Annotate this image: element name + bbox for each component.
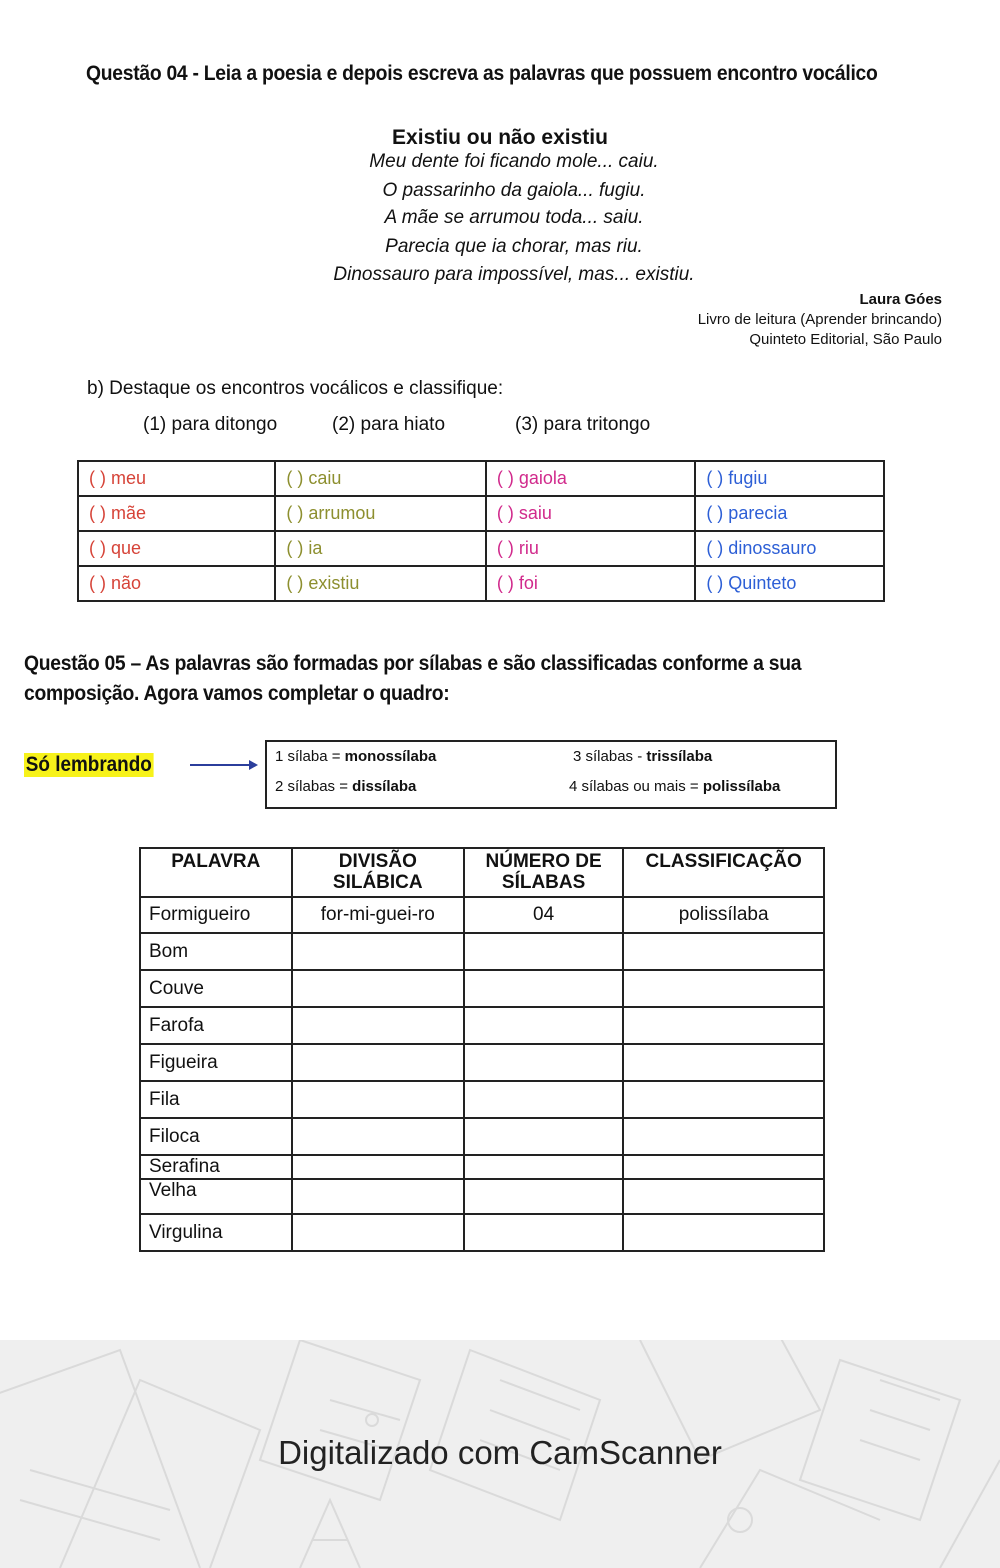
poem-line: Parecia que ia chorar, mas riu. — [385, 236, 643, 257]
poem-title: Existiu ou não existiu — [392, 126, 608, 149]
reminder-polissilaba: 4 sílabas ou mais = polissílaba — [569, 778, 781, 795]
table-row — [140, 1179, 824, 1214]
reminder-monossilaba: 1 sílaba = monossílaba — [275, 748, 437, 765]
syllable-count-cell[interactable] — [464, 1179, 623, 1214]
syllable-count-cell[interactable] — [464, 1118, 623, 1155]
syllable-division-cell[interactable] — [292, 970, 464, 1007]
word-cell: Bom — [140, 933, 292, 970]
table-row — [78, 531, 884, 566]
classification-cell[interactable] — [623, 1044, 824, 1081]
word-checkbox-cell[interactable]: ( ) ia — [275, 531, 485, 566]
poem-line: Dinossauro para impossível, mas... existiu. — [333, 264, 695, 285]
word-checkbox-cell[interactable]: ( ) que — [78, 531, 275, 566]
legend-hiato: (2) para hiato — [332, 414, 446, 435]
syllable-division-cell[interactable] — [292, 1007, 464, 1044]
word-cell: Velha — [140, 1179, 292, 1214]
classification-cell[interactable] — [623, 1155, 824, 1179]
word-checkbox-cell[interactable]: ( ) foi — [486, 566, 695, 601]
legend-ditongo: (1) para ditongo — [143, 414, 278, 435]
question-5-title-line1: Questão 05 – As palavras são formadas por sílabas e são classificadas conforme a sua — [24, 652, 802, 675]
remember-label: Só lembrando — [25, 753, 152, 776]
syllable-count-cell[interactable]: 04 — [464, 897, 623, 933]
syllable-count-cell[interactable] — [464, 1214, 623, 1251]
reminder-dissilaba: 2 sílabas = dissílaba — [275, 778, 417, 795]
word-checkbox-cell[interactable]: ( ) meu — [78, 461, 275, 496]
table-row — [140, 1155, 824, 1179]
table-row — [140, 897, 824, 933]
word-checkbox-cell[interactable]: ( ) gaiola — [486, 461, 695, 496]
poem-line: A mãe se arrumou toda... saiu. — [384, 207, 644, 228]
word-checkbox-cell[interactable]: ( ) parecia — [695, 496, 884, 531]
syllable-reminder-box — [265, 740, 837, 809]
poem-publisher: Quinteto Editorial, São Paulo — [749, 331, 942, 348]
reminder-trissilaba: 3 sílabas - trissílaba — [573, 748, 713, 765]
syllable-division-cell[interactable] — [292, 1179, 464, 1214]
classification-cell[interactable] — [623, 1179, 824, 1214]
syllable-division-cell[interactable] — [292, 1214, 464, 1251]
header-numero-silabas: NÚMERO DE SÍLABAS — [464, 848, 623, 897]
question-4-title: Questão 04 - Leia a poesia e depois escreva as palavras que possuem encontro vocálico — [86, 62, 878, 85]
table-row — [78, 496, 884, 531]
syllable-division-cell[interactable] — [292, 1118, 464, 1155]
word-checkbox-cell[interactable]: ( ) fugiu — [695, 461, 884, 496]
item-b-instruction: b) Destaque os encontros vocálicos e classifique: — [87, 378, 504, 399]
word-checkbox-cell[interactable]: ( ) mãe — [78, 496, 275, 531]
word-cell: Couve — [140, 970, 292, 1007]
syllable-division-cell[interactable] — [292, 1155, 464, 1179]
syllable-count-cell[interactable] — [464, 1155, 623, 1179]
table-row — [140, 1081, 824, 1118]
syllable-count-cell[interactable] — [464, 1081, 623, 1118]
poem-line: O passarinho da gaiola... fugiu. — [382, 180, 646, 201]
word-checkbox-cell[interactable]: ( ) arrumou — [275, 496, 485, 531]
table-header-row — [140, 848, 824, 897]
table-row — [78, 566, 884, 601]
word-checkbox-cell[interactable]: ( ) dinossauro — [695, 531, 884, 566]
syllable-division-cell[interactable]: for-mi-guei-ro — [292, 897, 464, 933]
poem-line: Meu dente foi ficando mole... caiu. — [369, 151, 659, 172]
syllable-division-cell[interactable] — [292, 1081, 464, 1118]
poem-author: Laura Góes — [859, 291, 942, 308]
syllable-count-cell[interactable] — [464, 933, 623, 970]
arrow-head-icon — [249, 760, 258, 770]
syllable-division-cell[interactable] — [292, 933, 464, 970]
word-checkbox-cell[interactable]: ( ) não — [78, 566, 275, 601]
word-cell: Serafina — [140, 1155, 292, 1179]
word-cell: Virgulina — [140, 1214, 292, 1251]
header-palavra: PALAVRA — [140, 848, 292, 897]
legend-tritongo: (3) para tritongo — [515, 414, 651, 435]
syllable-division-cell[interactable] — [292, 1044, 464, 1081]
arrow-right-icon — [190, 764, 250, 766]
word-cell: Fila — [140, 1081, 292, 1118]
syllable-count-cell[interactable] — [464, 970, 623, 1007]
footer-caption: Digitalizado com CamScanner — [278, 1434, 722, 1471]
classification-cell[interactable] — [623, 1007, 824, 1044]
header-classificacao: CLASSIFICAÇÃO — [623, 848, 824, 897]
table-row — [140, 1044, 824, 1081]
word-cell: Formigueiro — [140, 897, 292, 933]
classification-cell[interactable] — [623, 1214, 824, 1251]
word-checkbox-cell[interactable]: ( ) Quinteto — [695, 566, 884, 601]
classification-cell[interactable]: polissílaba — [623, 897, 824, 933]
word-cell: Filoca — [140, 1118, 292, 1155]
word-checkbox-cell[interactable]: ( ) saiu — [486, 496, 695, 531]
syllable-count-cell[interactable] — [464, 1044, 623, 1081]
word-checkbox-cell[interactable]: ( ) riu — [486, 531, 695, 566]
classification-cell[interactable] — [623, 1081, 824, 1118]
word-cell: Figueira — [140, 1044, 292, 1081]
classification-cell[interactable] — [623, 970, 824, 1007]
classification-cell[interactable] — [623, 933, 824, 970]
table-row — [140, 1214, 824, 1251]
word-cell: Farofa — [140, 1007, 292, 1044]
table-row — [140, 933, 824, 970]
syllable-count-cell[interactable] — [464, 1007, 623, 1044]
syllable-table — [139, 847, 825, 1252]
question-5-title-line2: composição. Agora vamos completar o quadro: — [24, 682, 450, 705]
poem-book: Livro de leitura (Aprender brincando) — [697, 311, 942, 328]
table-row — [78, 461, 884, 496]
header-divisao-silabica: DIVISÃO SILÁBICA — [292, 848, 464, 897]
classification-cell[interactable] — [623, 1118, 824, 1155]
table-row — [140, 1118, 824, 1155]
table-row — [140, 1007, 824, 1044]
word-checkbox-cell[interactable]: ( ) caiu — [275, 461, 485, 496]
vowel-encounter-table — [77, 460, 885, 602]
word-checkbox-cell[interactable]: ( ) existiu — [275, 566, 485, 601]
table-row — [140, 970, 824, 1007]
